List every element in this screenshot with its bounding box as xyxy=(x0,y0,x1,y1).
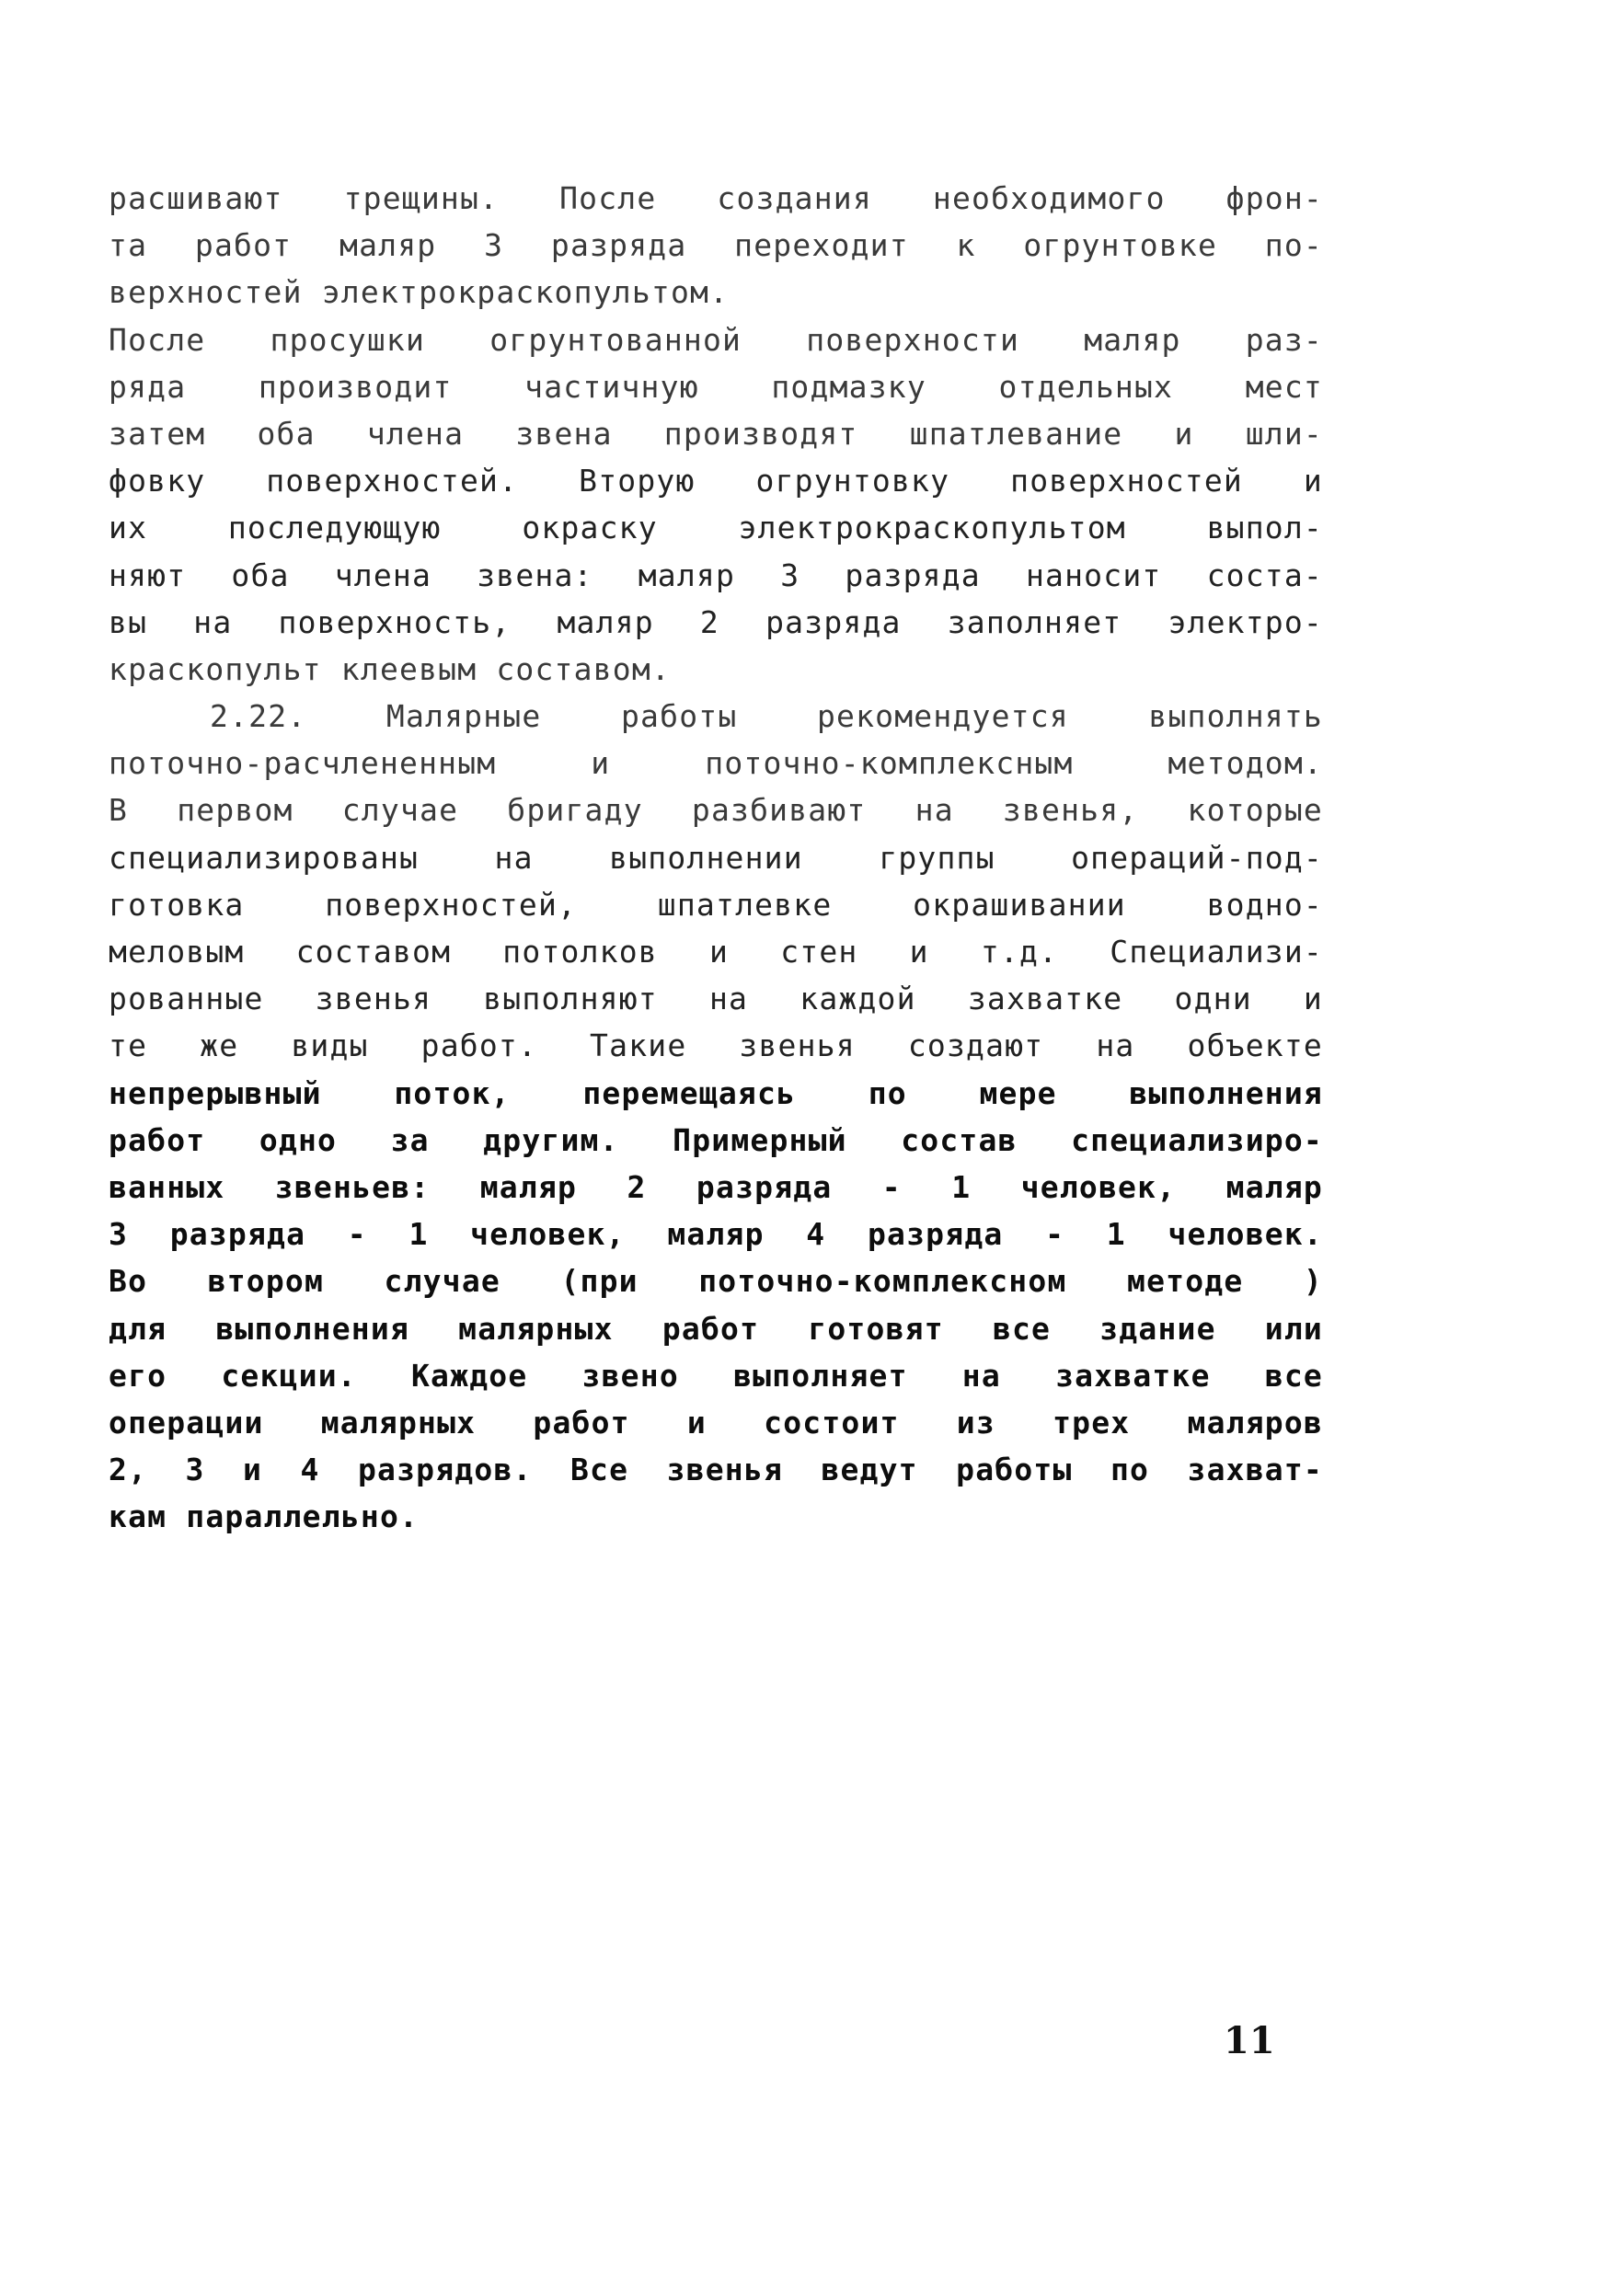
text-line: фовку поверхностей. Вторую огрунтовку поверхностей и xyxy=(109,463,1323,499)
text-line: краскопульт клеевым составом. xyxy=(109,650,671,687)
text-line: меловым составом потолков и стен и т.д. Специализи- xyxy=(109,934,1323,970)
text-line: расшивают трещины. После создания необходимого фрон- xyxy=(109,180,1323,216)
text-line: кам параллельно. xyxy=(109,1498,420,1535)
text-line: 3 разряда - 1 человек, маляр 4 разряда - 1 человек. xyxy=(109,1216,1323,1253)
text-line: специализированы на выполнении группы операций-под- xyxy=(109,839,1323,876)
text-line: готовка поверхностей, шпатлевке окрашивании водно- xyxy=(109,886,1323,923)
text-line: те же виды работ. Такие звенья создают на объекте xyxy=(109,1027,1323,1064)
text-line: 2, 3 и 4 разрядов. Все звенья ведут работы по захват- xyxy=(109,1452,1323,1488)
text-line: няют оба члена звена: маляр 3 разряда наносит соста- xyxy=(109,557,1323,593)
text-line: поточно-расчлененным и поточно-комплексным методом. xyxy=(109,745,1323,782)
page-number: 11 xyxy=(1224,2019,1275,2062)
text-line: та работ маляр 3 разряда переходит к огрунтовке по- xyxy=(109,227,1323,264)
text-line: его секции. Каждое звено выполняет на захватке все xyxy=(109,1357,1323,1394)
text-line: операции малярных работ и состоит из трех маляров xyxy=(109,1404,1323,1441)
body-text xyxy=(109,175,1323,1540)
text-line: ряда производит частичную подмазку отдельных мест xyxy=(109,368,1323,405)
text-line: работ одно за другим. Примерный состав специализиро- xyxy=(109,1121,1323,1158)
text-line: затем оба члена звена производят шпатлевание и шли- xyxy=(109,415,1323,452)
text-line: верхностей электрокраскопультом. xyxy=(109,274,730,311)
section-heading-line: 2.22. Малярные работы рекомендуется выполнять xyxy=(210,698,1323,735)
text-line: Во втором случае (при поточно-комплексном методе ) xyxy=(109,1263,1323,1300)
text-line: После просушки огрунтованной поверхности маляр раз- xyxy=(109,321,1323,358)
text-line: вы на поверхность, маляр 2 разряда заполняет электро- xyxy=(109,603,1323,640)
text-line: непрерывный поток, перемещаясь по мере выполнения xyxy=(109,1074,1323,1111)
text-line: В первом случае бригаду разбивают на звенья, которые xyxy=(109,792,1323,829)
text-line: их последующую окраску электрокраскопультом выпол- xyxy=(109,510,1323,546)
text-line: ванных звеньев: маляр 2 разряда - 1 человек, маляр xyxy=(109,1168,1323,1205)
text-line: рованные звенья выполняют на каждой захватке одни и xyxy=(109,981,1323,1017)
text-line: для выполнения малярных работ готовят все здание или xyxy=(109,1310,1323,1347)
